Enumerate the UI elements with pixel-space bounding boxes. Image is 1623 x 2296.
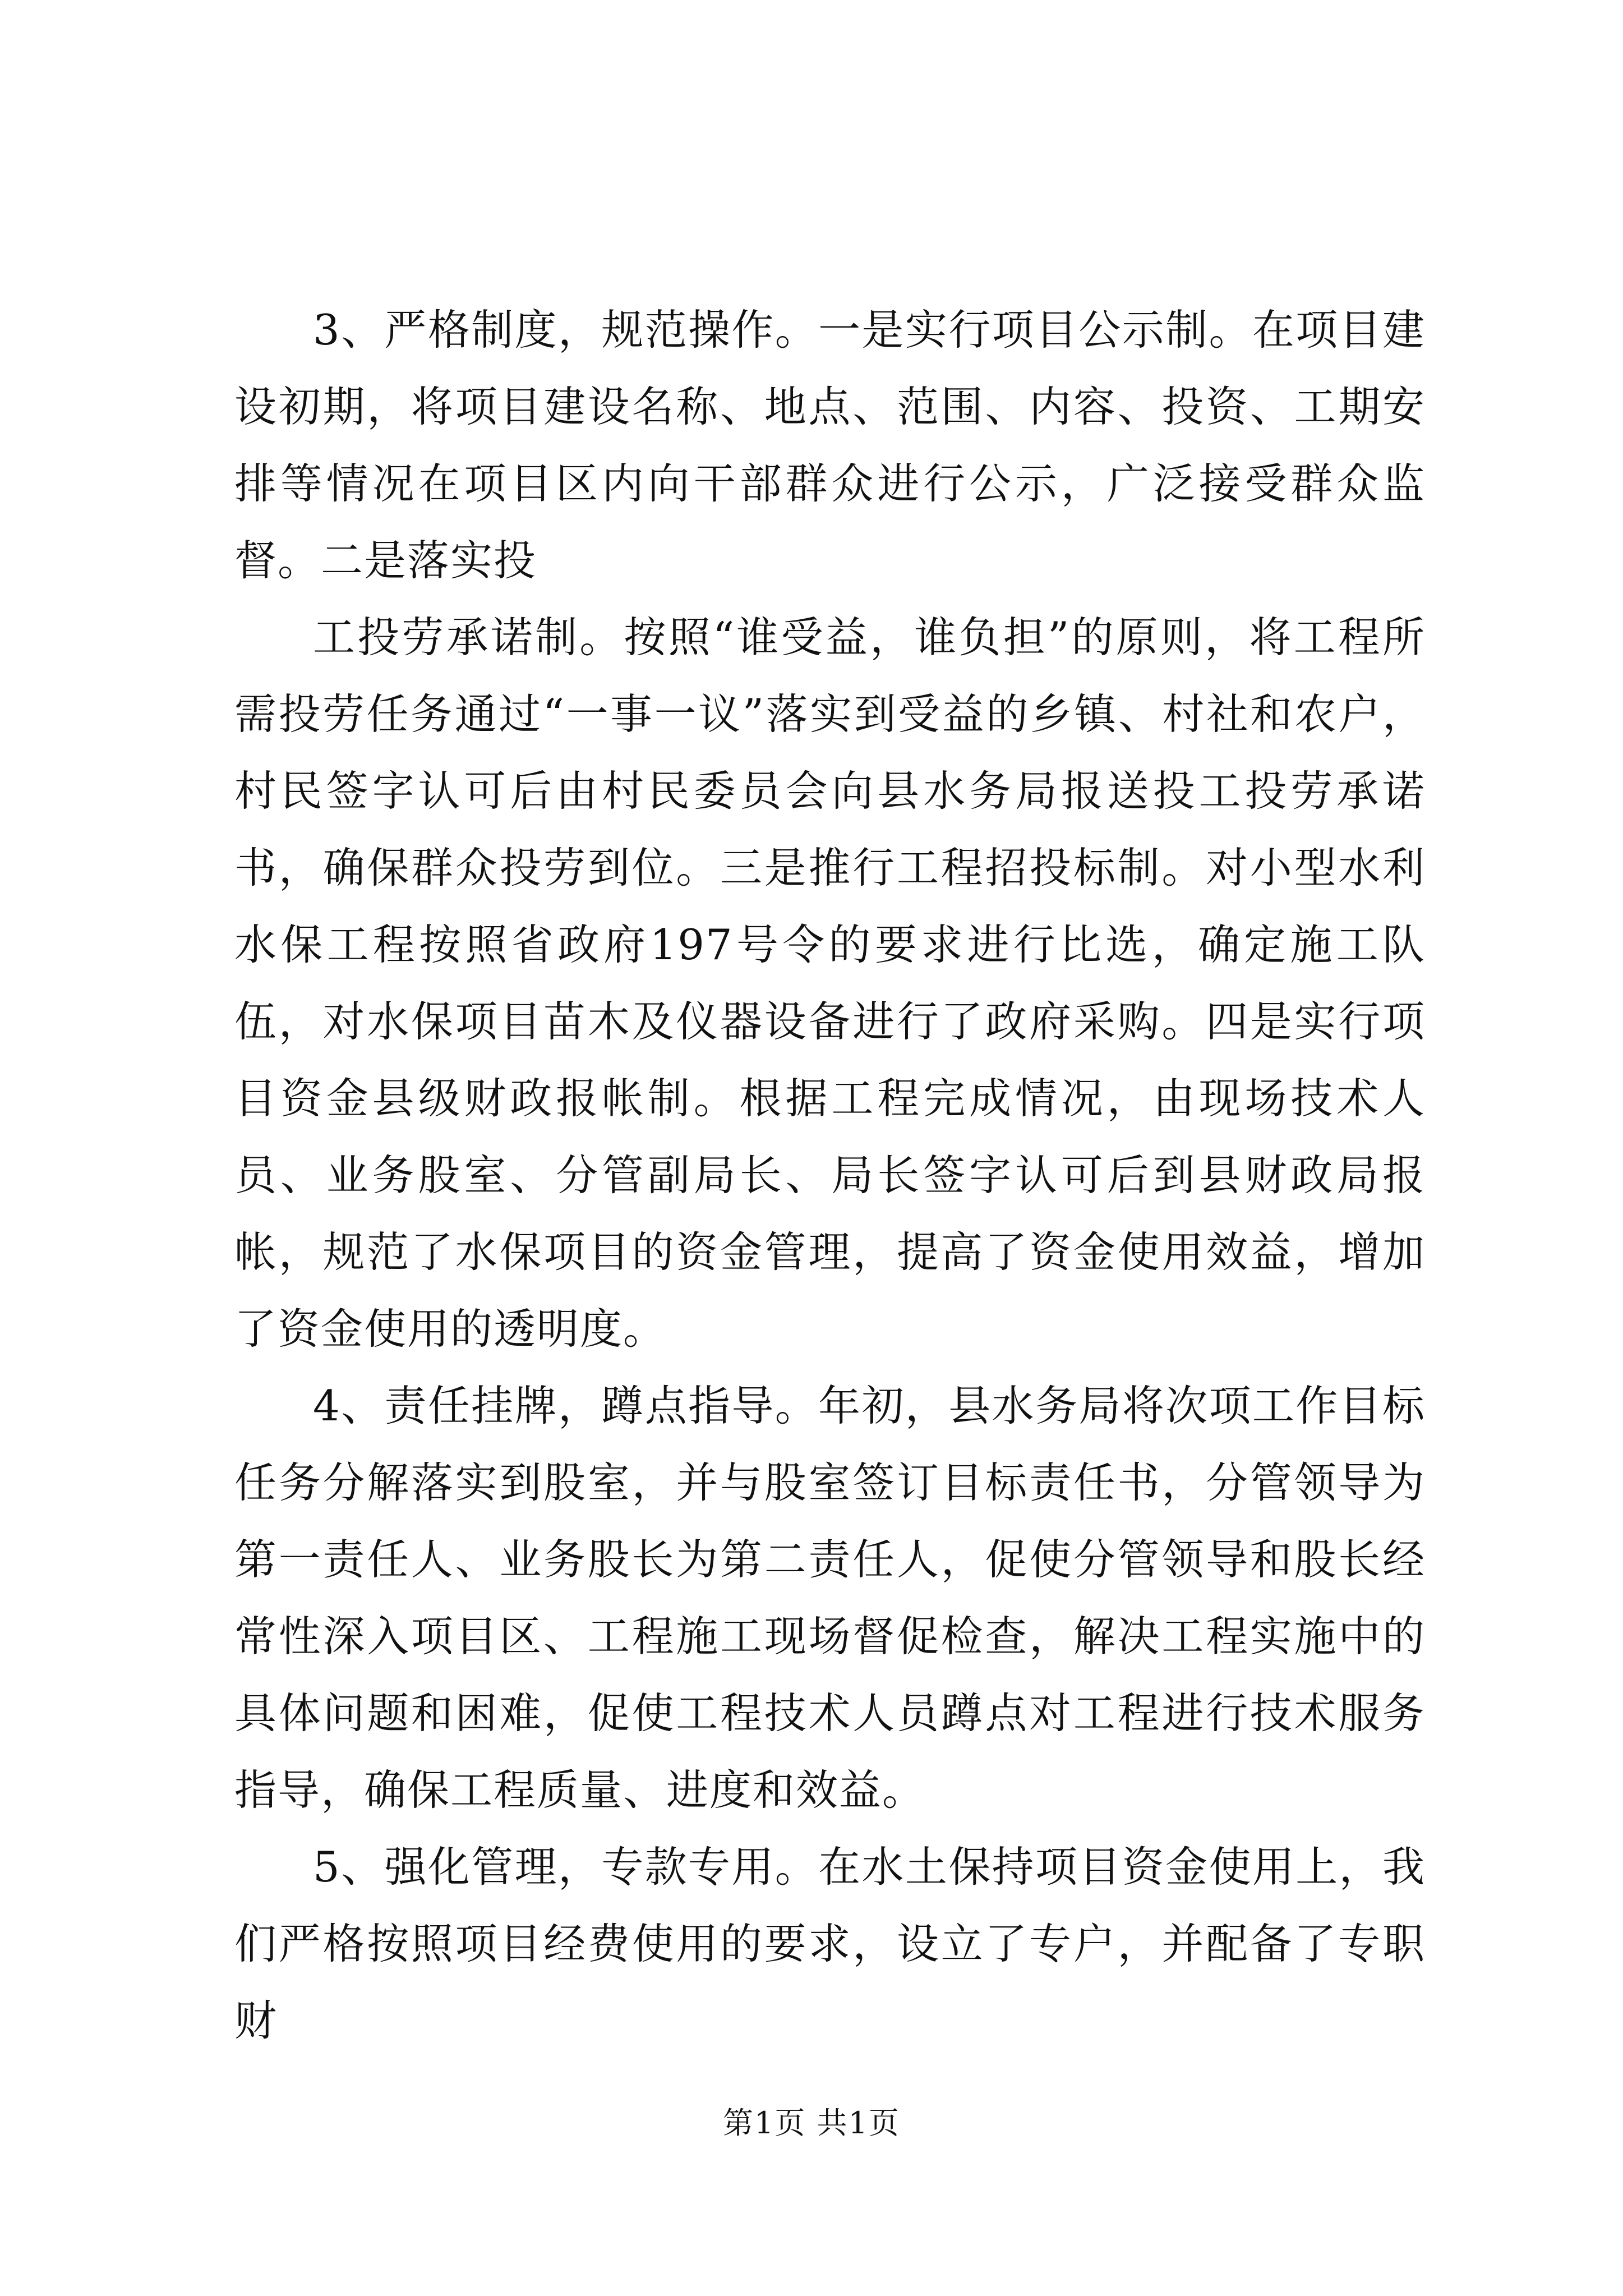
- paragraph-1: 3、严格制度，规范操作。一是实行项目公示制。在项目建设初期，将项目建设名称、地点、范围、内容、投资、工期安排等情况在项目区内向干部群众进行公示，广泛接受群众监督。二是落实投: [234, 305, 1426, 585]
- paragraph-4: 5、强化管理，专款专用。在水土保持项目资金使用上，我们严格按照项目经费使用的要求，设立了专户，并配备了专职财: [234, 1842, 1426, 2045]
- page-footer: [0, 2106, 1623, 2140]
- page-number-label: 第1页 共1页: [723, 2105, 900, 2141]
- document-body: [234, 292, 1426, 2059]
- paragraph-3: 4、责任挂牌，蹲点指导。年初，县水务局将次项工作目标任务分解落实到股室，并与股室签订目标责任书，分管领导为第一责任人、业务股长为第二责任人，促使分管领导和股长经常性深入项目区、工程施工现场督促检查，解决工程实施中的具体问题和困难，促使工程技术人员蹲点对工程进行技术服务指导，确保工程质量、进度和效益。: [234, 1381, 1426, 1815]
- paragraph-2: 工投劳承诺制。按照“谁受益，谁负担”的原则，将工程所需投劳任务通过“一事一议”落实到受益的乡镇、村社和农户，村民签字认可后由村民委员会向县水务局报送投工投劳承诺书，确保群众投劳到位。三是推行工程招投标制。对小型水利水保工程按照省政府197号令的要求进行比选，确定施工队伍，对水保项目苗木及仪器设备进行了政府采购。四是实行项目资金县级财政报帐制。根据工程完成情况，由现场技术人员、业务股室、分管副局长、局长签字认可后到县财政局报帐，规范了水保项目的资金管理，提高了资金使用效益，增加了资金使用的透明度。: [234, 613, 1426, 1354]
